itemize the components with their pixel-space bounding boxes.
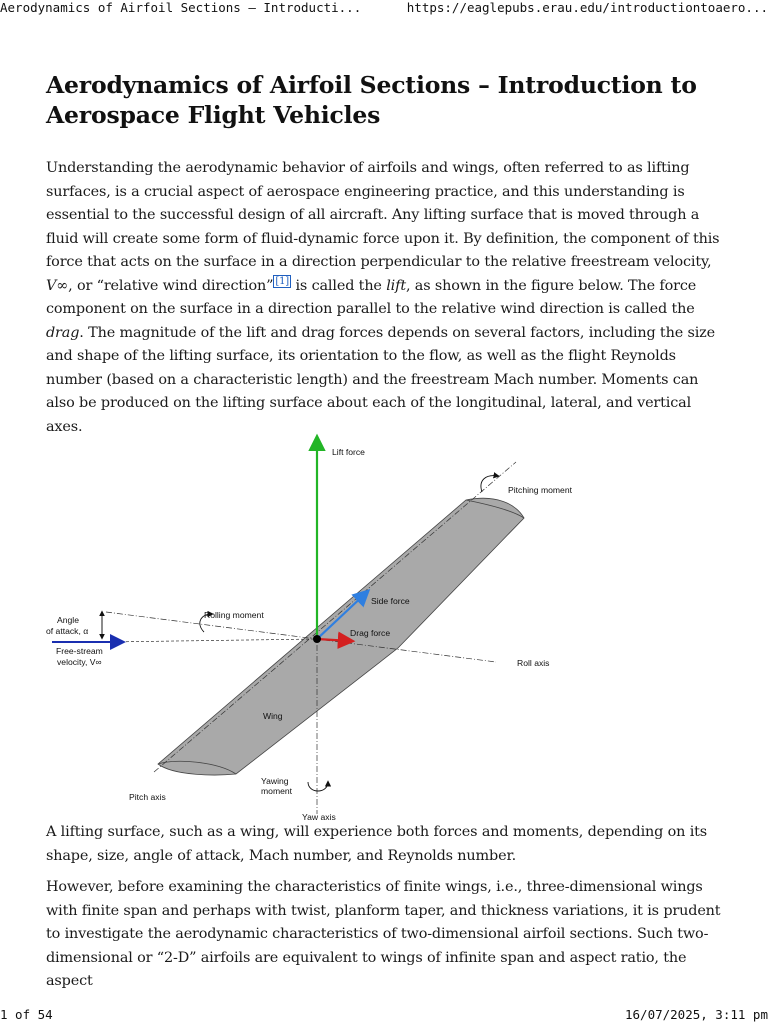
para1-text-c: is called the bbox=[291, 277, 387, 294]
angle-of-attack-label-1: Angle bbox=[57, 615, 79, 625]
para1-text-b: , or “relative wind direction” bbox=[68, 277, 274, 294]
print-datetime: 16/07/2025, 3:11 pm bbox=[625, 1007, 768, 1022]
yawing-moment-label-1: Yawing bbox=[261, 776, 289, 786]
center-point bbox=[313, 635, 321, 643]
page-count: 1 of 54 bbox=[0, 1007, 53, 1022]
yawing-moment-arc bbox=[308, 782, 328, 791]
yaw-axis-label: Yaw axis bbox=[302, 812, 336, 822]
freestream-label-2: velocity, V∞ bbox=[57, 657, 102, 667]
freestream-reference-line bbox=[106, 639, 317, 642]
v-infinity-symbol: V∞ bbox=[46, 277, 69, 294]
print-footer bbox=[0, 1006, 768, 1024]
freestream-label-1: Free-stream bbox=[56, 646, 103, 656]
pitching-moment-label: Pitching moment bbox=[508, 485, 573, 495]
side-force-label: Side force bbox=[371, 596, 410, 606]
page-title: Aerodynamics of Airfoil Sections – Introduction to Aerospace Flight Vehicles bbox=[46, 71, 697, 129]
lift-force-label: Lift force bbox=[332, 447, 365, 457]
paragraph-2: A lifting surface, such as a wing, will experience both forces and moments, depending on its shape, size, angle of attack, Mach number, and Reynolds number. bbox=[46, 824, 708, 864]
pitch-axis-label: Pitch axis bbox=[129, 792, 166, 802]
lift-term: lift bbox=[386, 277, 406, 294]
drag-term: drag bbox=[46, 324, 80, 341]
para1-text-d: , as shown in the figure below. The force component on the surface in a direction parallel to the relative wind direction is called the bbox=[46, 277, 697, 317]
footnote-link-1[interactable]: [1] bbox=[275, 275, 290, 287]
print-header bbox=[0, 0, 768, 18]
wing-shape bbox=[158, 498, 524, 775]
tab-title: Aerodynamics of Airfoil Sections – Introducti... bbox=[0, 0, 362, 15]
intro-paragraph bbox=[46, 157, 726, 439]
wing-label: Wing bbox=[263, 711, 283, 721]
drag-force-label: Drag force bbox=[350, 628, 391, 638]
page-url[interactable]: https://eaglepubs.erau.edu/introductiontoaero... bbox=[406, 0, 768, 15]
para1-text-e: . The magnitude of the lift and drag forces depends on several factors, including the size and shape of the lifting surface, its orientation to the flow, as well as the flight Reynolds number (based on a characteristic length) and the freestream Mach number. Moments can also be produced on the lifting surface about each of the longitudinal, lateral, and vertical axes. bbox=[46, 324, 715, 435]
angle-of-attack-label-2: of attack, α bbox=[46, 626, 89, 636]
wing-forces-figure bbox=[46, 424, 722, 822]
yawing-moment-label-2: moment bbox=[261, 786, 293, 796]
para1-text-a: Understanding the aerodynamic behavior of airfoils and wings, often referred to as lifting surfaces, is a crucial aspect of aerospace engineering practice, and this understanding is essential to the successful design of all aircraft. Any lifting surface that is moved through a fluid will create some form of fluid-dynamic force upon it. By definition, the component of this force that acts on the surface in a direction perpendicular to the relative freestream velocity, bbox=[46, 160, 720, 270]
roll-axis-label: Roll axis bbox=[517, 658, 550, 668]
rolling-moment-label: Rolling moment bbox=[204, 610, 264, 620]
paragraph-3: However, before examining the characteristics of finite wings, i.e., three-dimensional wings with finite span and perhaps with twist, planform taper, and thickness variations, it is prudent to investigate the aerodynamic characteristics of two-dimensional airfoil sections. Such two-dimensional or “2-D” airfoils are equivalent to wings of infinite span and aspect ratio, the aspect bbox=[46, 879, 721, 989]
